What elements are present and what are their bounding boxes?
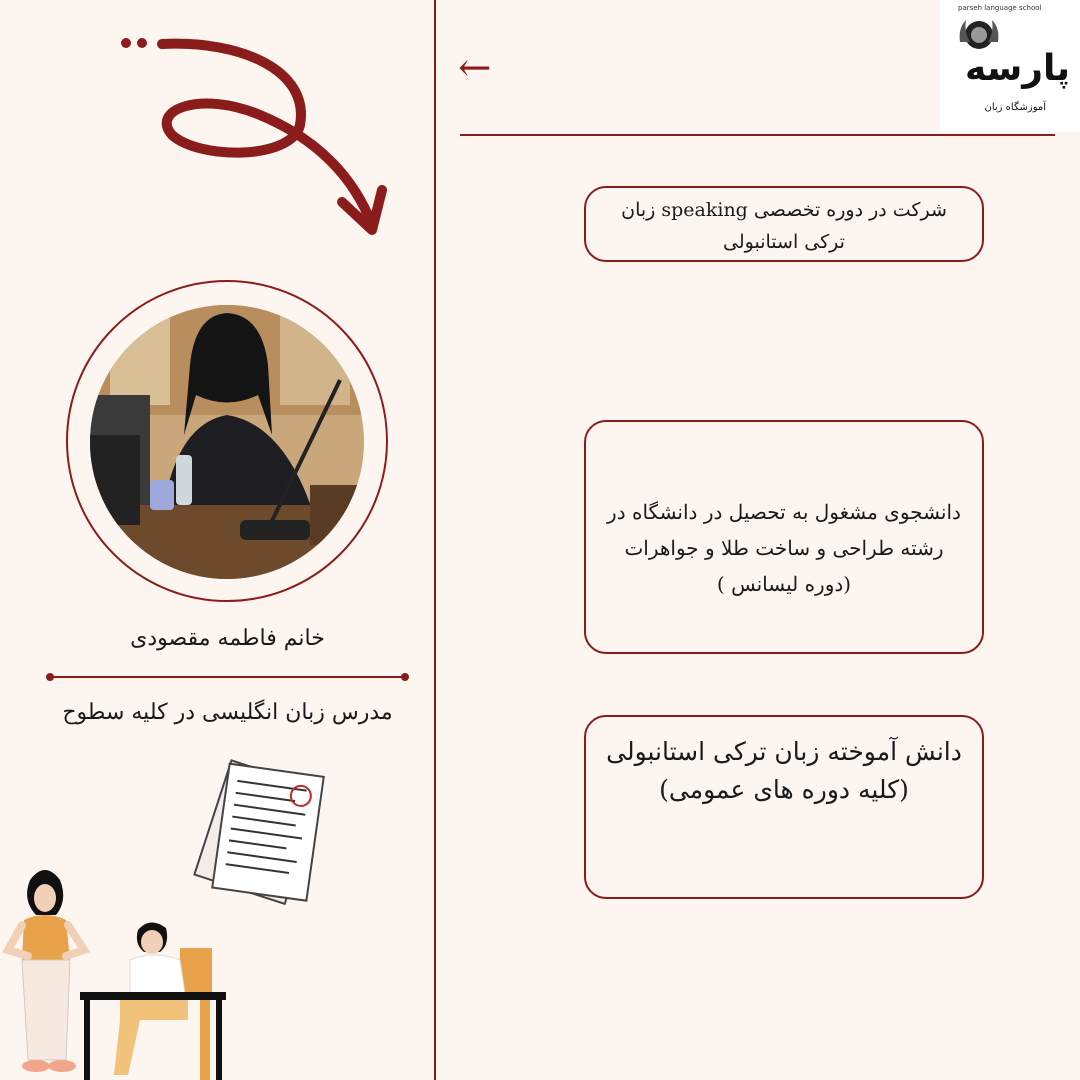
logo-brand: پارسه (965, 48, 1070, 89)
info-card-university: دانشجوی مشغول به تحصیل در دانشگاه در رشته طراحی و ساخت طلا و جواهرات (دوره لیسانس ) (584, 420, 984, 654)
teacher-role: مدرس زبان انگلیسی در کلیه سطوح (62, 700, 393, 725)
header-divider (460, 134, 1055, 136)
vertical-divider (434, 0, 436, 1080)
logo (940, 0, 1080, 132)
teacher-photo (90, 305, 364, 579)
info-card-speaking: شرکت در دوره تخصصی speaking زبان ترکی استانبولی (584, 186, 984, 262)
teacher-name: خانم فاطمه مقصودی (130, 626, 325, 651)
divider-dot-right (401, 673, 409, 681)
name-divider (50, 676, 405, 678)
logo-subtitle: آموزشگاه زبان (984, 102, 1046, 113)
teacher-student-illustration (0, 860, 235, 1080)
logo-tiny-text: parseh language school (958, 4, 1042, 12)
back-arrow-icon[interactable]: ← (458, 45, 492, 91)
info-card-graduate: دانش آموخته زبان ترکی استانبولی (کلیه دوره های عمومی) (584, 715, 984, 899)
curly-arrow-icon (110, 30, 400, 245)
